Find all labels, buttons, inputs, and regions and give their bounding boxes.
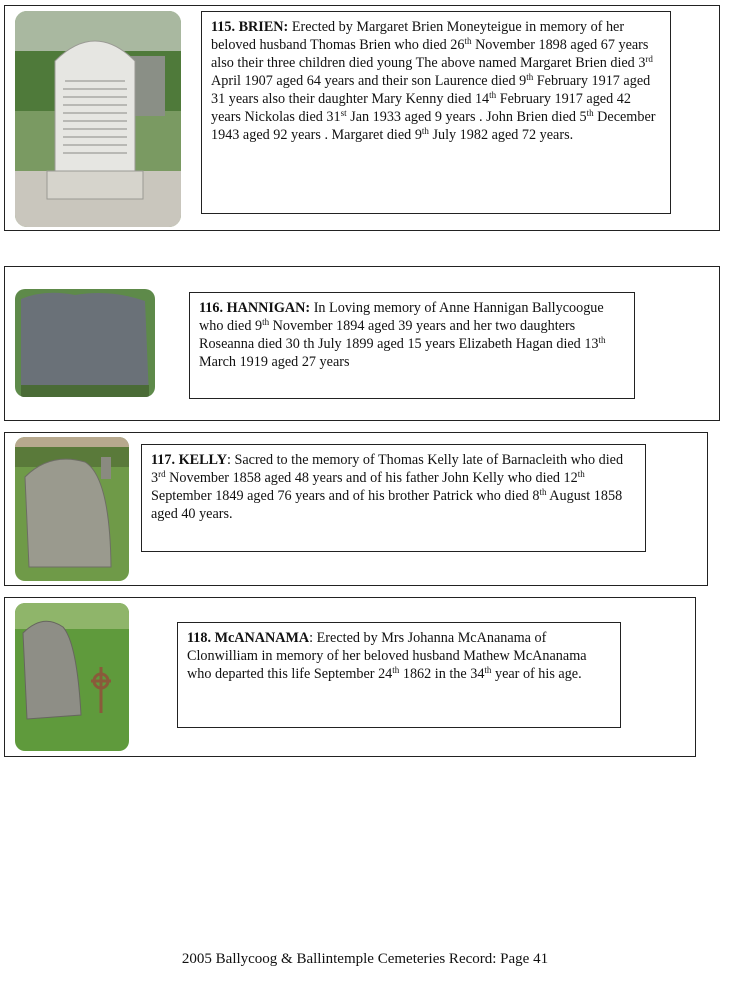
entry-number: 118. — [187, 630, 212, 646]
inscription-run: July 1982 aged 72 years. — [428, 127, 574, 143]
inscription-text — [151, 451, 636, 523]
inscription-text — [211, 18, 661, 144]
inscription-run: Erected by Margaret Brien Moneyteigue in memory of her beloved husband Thomas Brien who died 26 — [211, 19, 625, 53]
inscription-text — [187, 629, 611, 683]
ordinal-suffix: th — [577, 469, 585, 479]
ordinal-suffix: th — [421, 126, 429, 136]
inscription-run: September 1849 aged 76 years and of his brother Patrick who died 8 — [151, 488, 540, 504]
ordinal-suffix: rd — [158, 469, 166, 479]
inscription-run: March 1919 aged 27 years — [199, 354, 350, 370]
entry-number: 116. — [199, 300, 224, 316]
entry-116 — [4, 266, 720, 421]
inscription-run: : Erected by Mrs Johanna McAnanama of Clonwilliam in memory of her beloved husband Mathew McAnanama who departed this life September 24 — [187, 630, 587, 682]
entry-115 — [4, 5, 720, 231]
ordinal-suffix: th — [598, 335, 606, 345]
ordinal-suffix: th — [586, 108, 594, 118]
inscription-run: 1862 in the 34 — [399, 666, 485, 682]
ordinal-suffix: th — [489, 90, 497, 100]
inscription-run: November 1894 aged 39 years and her two daughters Roseanna died 30 th July 1899 aged 15 years Elizabeth Hagan died 13 — [199, 318, 599, 352]
entry-number: 117. — [151, 452, 176, 468]
inscription-run: November 1898 aged 67 years also their three children died young The above named Margaret Brien died 3 — [211, 37, 649, 71]
entry-117 — [4, 432, 708, 586]
ordinal-suffix: rd — [645, 54, 653, 64]
ordinal-suffix: th — [464, 36, 472, 46]
ordinal-suffix: st — [340, 108, 347, 118]
gravestone-photo — [15, 437, 129, 581]
surname: McANANAMA — [214, 630, 310, 646]
inscription-text — [199, 299, 625, 371]
inscription-box — [177, 622, 621, 728]
inscription-run: Jan 1933 aged 9 years . John Brien died 5 — [346, 109, 587, 125]
inscription-box — [189, 292, 635, 399]
inscription-body — [211, 19, 655, 143]
inscription-run: December 1943 aged 92 years . Margaret died 9 — [211, 109, 656, 143]
ordinal-suffix: th — [392, 665, 400, 675]
inscription-run: year of his age. — [491, 666, 582, 682]
ordinal-suffix: th — [539, 487, 547, 497]
surname: HANNIGAN: — [226, 300, 311, 316]
gravestone-photo — [15, 289, 155, 397]
inscription-run: November 1858 aged 48 years and of his father John Kelly who died 12 — [165, 470, 578, 486]
ordinal-suffix: th — [262, 317, 270, 327]
inscription-box — [201, 11, 671, 214]
surname: BRIEN: — [238, 19, 289, 35]
entry-number: 115. — [211, 19, 236, 35]
entry-118 — [4, 597, 696, 757]
gravestone-photo — [15, 603, 129, 751]
inscription-run: April 1907 aged 64 years and their son Laurence died 9 — [211, 73, 527, 89]
inscription-run: February 1917 aged 42 years Nickolas died 31 — [211, 91, 631, 125]
inscription-run: In Loving memory of Anne Hannigan Ballycoogue who died 9 — [199, 300, 604, 334]
inscription-run: August 1858 aged 40 years. — [151, 488, 623, 522]
page-footer: 2005 Ballycoog & Ballintemple Cemeteries Record: Page 41 — [181, 951, 549, 967]
inscription-run: February 1917 aged 31 years also their daughter Mary Kenny died 14 — [211, 73, 651, 107]
surname: KELLY — [178, 452, 227, 468]
inscription-box — [141, 444, 646, 552]
ordinal-suffix: th — [484, 665, 492, 675]
gravestone-photo — [15, 11, 181, 227]
ordinal-suffix: th — [526, 72, 534, 82]
inscription-run: : Sacred to the memory of Thomas Kelly late of Barnacleith who died 3 — [151, 452, 624, 486]
